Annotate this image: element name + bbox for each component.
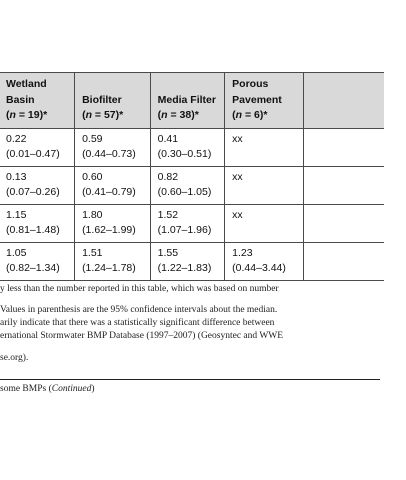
footnote-sample-size: y less than the number reported in this table, which was based on number bbox=[0, 284, 279, 294]
table-cell: 1.15 (0.81–1.48) bbox=[0, 204, 75, 242]
table-footnotes bbox=[0, 283, 406, 365]
table-cell: 0.13 (0.07–0.26) bbox=[0, 166, 75, 204]
footnote-source: ernational Stormwater BMP Database (1997–2007) (Geosyntec and WWE bbox=[0, 331, 284, 341]
table-cell: 0.60 (0.41–0.79) bbox=[75, 166, 151, 204]
table-row bbox=[0, 242, 384, 280]
table-cell: 0.22 (0.01–0.47) bbox=[0, 128, 75, 166]
table-cell bbox=[303, 166, 384, 204]
footnote-url: se.org). bbox=[0, 353, 29, 363]
bmp-effluent-table bbox=[0, 72, 383, 281]
caption-rule bbox=[0, 379, 380, 380]
table-cell: 1.52 (1.07–1.96) bbox=[150, 204, 225, 242]
header-empty bbox=[303, 73, 384, 129]
table-caption: some BMPs (Continued) bbox=[0, 384, 95, 394]
table-cell: 0.41 (0.30–0.51) bbox=[150, 128, 225, 166]
table-cell: xx bbox=[225, 128, 304, 166]
table-cell: 1.51 (1.24–1.78) bbox=[75, 242, 151, 280]
table-row bbox=[0, 166, 384, 204]
table-cell bbox=[303, 204, 384, 242]
footnote-confidence: Values in parenthesis are the 95% confidence intervals about the median. bbox=[0, 305, 278, 315]
header-biofilter: Biofilter (n = 57)* bbox=[75, 73, 151, 129]
table-header-row bbox=[0, 73, 384, 129]
table-row bbox=[0, 128, 384, 166]
table-cell: 1.23 (0.44–3.44) bbox=[225, 242, 304, 280]
table-cell: 1.80 (1.62–1.99) bbox=[75, 204, 151, 242]
header-porous-pavement: Porous Pavement (n = 6)* bbox=[225, 73, 304, 129]
table-cell: 1.05 (0.82–1.34) bbox=[0, 242, 75, 280]
table-cell bbox=[303, 242, 384, 280]
table-cell: 0.59 (0.44–0.73) bbox=[75, 128, 151, 166]
table-row bbox=[0, 204, 384, 242]
data-table bbox=[0, 72, 384, 281]
table-cell: xx bbox=[225, 204, 304, 242]
table-cell: xx bbox=[225, 166, 304, 204]
header-media-filter: Media Filter (n = 38)* bbox=[150, 73, 225, 129]
table-cell: 0.82 (0.60–1.05) bbox=[150, 166, 225, 204]
header-wetland-basin: Wetland Basin (n = 19)* bbox=[0, 73, 75, 129]
footnote-significance: arily indicate that there was a statistically significant difference between bbox=[0, 318, 275, 328]
table-cell bbox=[303, 128, 384, 166]
table-cell: 1.55 (1.22–1.83) bbox=[150, 242, 225, 280]
